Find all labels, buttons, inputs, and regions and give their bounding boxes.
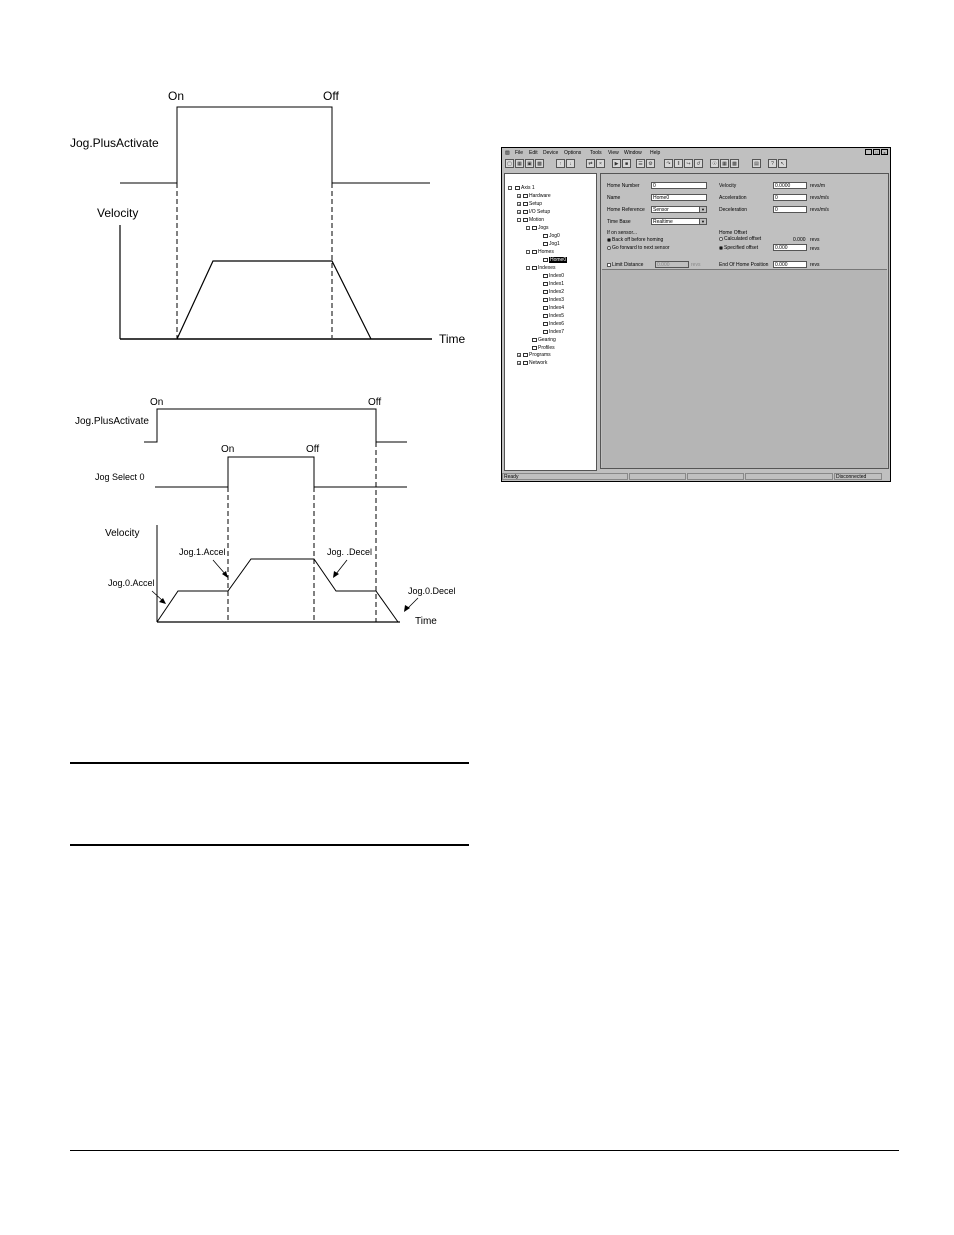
window-icon[interactable]: ▤ — [752, 159, 761, 168]
rule-bottom — [70, 844, 469, 846]
deceleration-unit: revs/m/s — [810, 207, 829, 213]
help-icon[interactable]: ? — [768, 159, 777, 168]
menu-bar — [502, 148, 890, 157]
window-controls — [865, 149, 888, 155]
minimize-button[interactable]: _ — [865, 149, 872, 155]
chart-icon[interactable]: ▩ — [730, 159, 739, 168]
menu-file[interactable]: File — [515, 150, 524, 156]
status-connection: Disconnected — [834, 473, 882, 480]
velocity-profile — [177, 261, 371, 339]
collapse-icon[interactable]: - — [527, 250, 529, 255]
velocity-profile — [157, 559, 398, 622]
checkbox-icon — [607, 263, 611, 267]
calculated-offset-unit: revs — [810, 237, 820, 243]
rule-top — [70, 762, 469, 764]
end-home-label: End Of Home Position — [719, 262, 769, 268]
profile-icon — [532, 346, 537, 350]
off-label-2: Off — [306, 444, 320, 455]
index-icon — [543, 306, 548, 310]
tree-item-index[interactable]: Index0 — [543, 273, 564, 279]
jog-decel-label: Jog. .Decel — [327, 547, 373, 557]
index-icon — [543, 298, 548, 302]
radio-selected-icon — [719, 246, 723, 250]
disconnect-icon[interactable]: × — [596, 159, 605, 168]
jog-arrow-icon — [543, 234, 548, 238]
time-label: Time — [415, 616, 437, 627]
radio-selected-icon — [607, 238, 611, 242]
tree-item-index[interactable]: Index4 — [543, 305, 564, 311]
step-icon[interactable]: ↷ — [664, 159, 673, 168]
status-pane — [745, 473, 833, 480]
hardware-icon — [523, 194, 528, 198]
maximize-button[interactable]: □ — [873, 149, 880, 155]
tree-item-axis[interactable]: Axis 1 — [515, 185, 535, 191]
reset-icon[interactable]: ↺ — [694, 159, 703, 168]
tree-item-jogs[interactable]: Jogs — [532, 225, 549, 231]
context-help-icon[interactable]: ↖ — [778, 159, 787, 168]
radio-icon — [719, 237, 723, 241]
specified-offset-radio[interactable]: Specified offset — [719, 245, 758, 251]
toolbar — [502, 158, 890, 170]
limit-distance-checkbox[interactable]: Limit Distance — [607, 262, 643, 268]
velocity-label: Velocity — [105, 528, 140, 539]
project-tree — [504, 173, 597, 471]
home-properties-panel — [600, 173, 889, 469]
menu-view[interactable]: View — [608, 150, 619, 156]
tree-item-index[interactable]: Index2 — [543, 289, 564, 295]
collapse-icon[interactable]: - — [527, 226, 529, 231]
tree-item-home0[interactable]: Home0 — [543, 257, 567, 263]
tree-item-indexes[interactable]: Indexes — [532, 265, 556, 271]
name-label: Name — [607, 195, 621, 201]
index-icon — [543, 322, 548, 326]
home-number-field[interactable]: 0 — [651, 182, 707, 189]
if-on-sensor-label: If on sensor... — [607, 230, 638, 236]
activate-signal — [120, 107, 430, 183]
motion-icon — [523, 218, 528, 222]
io-icon — [523, 210, 528, 214]
end-home-field[interactable]: 0.000 — [773, 261, 807, 268]
save-icon[interactable]: ▣ — [525, 159, 534, 168]
limit-distance-unit: revs — [691, 262, 701, 268]
menu-options[interactable]: Options — [564, 150, 582, 156]
tree-item-jog1[interactable]: Jog1 — [543, 241, 560, 247]
index-icon — [543, 274, 548, 278]
specified-offset-field[interactable]: 0.000 — [773, 244, 807, 251]
properties-icon[interactable]: ☰ — [636, 159, 645, 168]
expand-icon[interactable]: + — [518, 361, 521, 366]
specified-offset-unit: revs — [810, 246, 820, 252]
expand-icon[interactable]: + — [518, 353, 521, 358]
velocity-label: Velocity — [719, 183, 737, 189]
signal-label: Jog.PlusActivate — [70, 136, 159, 150]
activate-signal — [144, 409, 407, 442]
watch-icon[interactable]: ☉ — [710, 159, 719, 168]
tree-item-setup[interactable]: Setup — [523, 201, 542, 207]
application-window — [501, 147, 891, 482]
tree-item-index[interactable]: Index5 — [543, 313, 564, 319]
program-icon — [523, 353, 528, 357]
step-over-icon[interactable]: ↪ — [684, 159, 693, 168]
tree-item-index[interactable]: Index6 — [543, 321, 564, 327]
velocity-field[interactable]: 0.0000 — [773, 182, 807, 189]
on-label: On — [150, 397, 164, 408]
home-reference-label: Home Reference — [607, 207, 645, 213]
index-icon — [543, 314, 548, 318]
on-label-2: On — [221, 444, 235, 455]
back-off-radio[interactable]: Back off before homing — [607, 237, 663, 243]
timing-diagram-1 — [0, 80, 480, 360]
graph-icon[interactable]: ▦ — [720, 159, 729, 168]
drive-icon — [515, 186, 520, 190]
time-base-select[interactable]: Realtime ▼ — [651, 218, 707, 225]
go-forward-radio[interactable]: Go forward to next sensor — [607, 245, 670, 251]
jogs-icon — [532, 226, 537, 230]
jog0-accel-label: Jog.0.Accel — [108, 578, 155, 588]
stop-icon[interactable]: ■ — [622, 159, 631, 168]
tree-item-network[interactable]: Network — [523, 360, 547, 366]
signal-label: Jog.PlusActivate — [75, 416, 149, 427]
expand-icon[interactable]: + — [518, 194, 521, 199]
deceleration-label: Deceleration — [719, 207, 748, 213]
menu-window[interactable]: Window — [624, 150, 642, 156]
velocity-label: Velocity — [97, 206, 139, 220]
print-icon[interactable]: ▩ — [535, 159, 544, 168]
acceleration-label: Acceleration — [719, 195, 747, 201]
config-icon[interactable]: ⚙ — [646, 159, 655, 168]
off-label: Off — [368, 397, 382, 408]
jog0-decel-label: Jog.0.Decel — [408, 586, 456, 596]
calculated-offset-radio[interactable]: Calculated offset — [719, 236, 761, 242]
menu-help[interactable]: Help — [650, 150, 661, 156]
close-button[interactable]: x — [881, 149, 888, 155]
end-home-unit: revs — [810, 262, 820, 268]
name-field[interactable]: Home0 — [651, 194, 707, 201]
download-icon[interactable]: ↓ — [566, 159, 575, 168]
tree-item-jog0[interactable]: Jog0 — [543, 233, 560, 239]
tree-item-io-setup[interactable]: I/O Setup — [523, 209, 550, 215]
collapse-icon[interactable]: - — [527, 266, 529, 271]
index-icon — [532, 266, 537, 270]
menu-edit[interactable]: Edit — [529, 150, 538, 156]
status-ready: Ready — [502, 473, 628, 480]
workspace-area — [602, 269, 887, 468]
off-label: Off — [323, 89, 339, 103]
chevron-down-icon: ▼ — [699, 207, 706, 212]
status-pane — [687, 473, 744, 480]
radio-icon — [607, 246, 611, 250]
index-icon — [543, 282, 548, 286]
limit-distance-field[interactable]: 0.000 — [655, 261, 689, 268]
tree-item-motion[interactable]: Motion — [523, 217, 544, 223]
select-label: Jog Select 0 — [95, 472, 145, 482]
home-icon — [532, 250, 537, 254]
index-icon — [543, 290, 548, 294]
index-icon — [543, 330, 548, 334]
tree-item-hardware[interactable]: Hardware — [523, 193, 551, 199]
upload-icon[interactable]: ↑ — [556, 159, 565, 168]
select-signal — [155, 457, 407, 487]
status-pane — [629, 473, 686, 480]
acceleration-field[interactable]: 0 — [773, 194, 807, 201]
time-label: Time — [439, 332, 466, 346]
gear-icon — [532, 338, 537, 342]
tree-item-index[interactable]: Index3 — [543, 297, 564, 303]
chevron-down-icon: ▼ — [699, 219, 706, 224]
status-bar — [502, 473, 890, 481]
tree-item-programs[interactable]: Programs — [523, 352, 551, 358]
jog1-accel-label: Jog.1.Accel — [179, 547, 226, 557]
acceleration-unit: revs/m/s — [810, 195, 829, 201]
tree-item-gearing[interactable]: Gearing — [532, 337, 556, 343]
footer-rule — [70, 1150, 899, 1151]
network-icon — [523, 361, 528, 365]
connect-icon[interactable]: ⇄ — [586, 159, 595, 168]
new-file-icon[interactable]: ▢ — [505, 159, 514, 168]
open-folder-icon[interactable]: ▦ — [515, 159, 524, 168]
on-label: On — [168, 89, 185, 103]
tree-item-profiles[interactable]: Profiles — [532, 345, 555, 351]
time-base-label: Time Base — [607, 219, 631, 225]
menu-tools[interactable]: Tools — [590, 150, 602, 156]
collapse-icon[interactable]: - — [518, 218, 520, 223]
run-icon[interactable]: ▶ — [612, 159, 621, 168]
timing-diagram-2 — [0, 390, 480, 640]
expand-icon[interactable]: + — [518, 202, 521, 207]
velocity-unit: revs/m — [810, 183, 825, 189]
menu-device[interactable]: Device — [543, 150, 559, 156]
tree-item-homes[interactable]: Homes — [532, 249, 554, 255]
setup-icon — [523, 202, 528, 206]
home-offset-label: Home Offset — [719, 230, 747, 236]
app-icon[interactable]: ▧ — [505, 150, 510, 156]
pause-icon[interactable]: ‖ — [674, 159, 683, 168]
jog-arrow-icon — [543, 242, 548, 246]
expand-icon[interactable]: + — [518, 210, 521, 215]
calculated-offset-value: 0.000 — [793, 237, 806, 243]
collapse-icon[interactable]: - — [509, 186, 511, 191]
home-icon — [543, 258, 548, 262]
home-number-label: Home Number — [607, 183, 640, 189]
tree-item-index[interactable]: Index1 — [543, 281, 564, 287]
deceleration-field[interactable]: 0 — [773, 206, 807, 213]
home-reference-select[interactable]: Sensor ▼ — [651, 206, 707, 213]
jog-decel-arrow — [336, 560, 347, 574]
tree-item-index[interactable]: Index7 — [543, 329, 564, 335]
